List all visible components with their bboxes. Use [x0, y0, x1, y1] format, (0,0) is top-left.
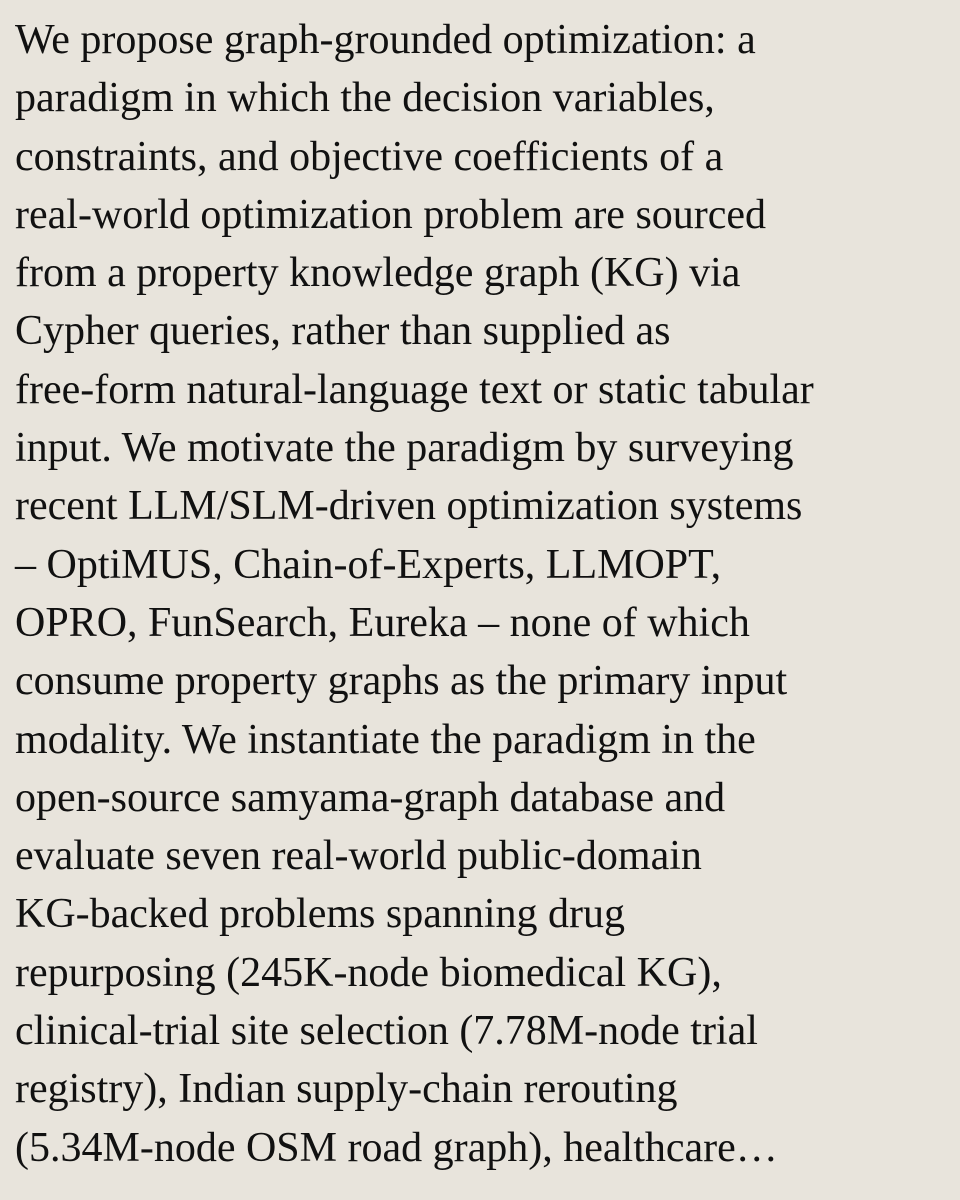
text-line: repurposing (245K-node biomedical KG),	[15, 949, 722, 996]
text-line: clinical-trial site selection (7.78M-node trial	[15, 1008, 758, 1055]
text-line: registry), Indian supply-chain rerouting	[15, 1066, 678, 1113]
text-line: real-world optimization problem are sourced	[15, 191, 767, 238]
text-line: OPRO, FunSearch, Eureka – none of which	[15, 599, 750, 646]
abstract-text	[15, 11, 960, 1177]
text-line: consume property graphs as the primary input	[15, 658, 788, 705]
text-line: from a property knowledge graph (KG) via	[15, 250, 741, 297]
text-line: We propose graph-grounded optimization: a	[15, 17, 756, 63]
text-line: KG-backed problems spanning drug	[15, 891, 626, 938]
text-line: modality. We instantiate the paradigm in the	[15, 716, 756, 763]
text-line: recent LLM/SLM-driven optimization systems	[15, 483, 803, 530]
text-line: open-source samyama-graph database and	[15, 774, 726, 821]
text-line: free-form natural-language text or static tabular	[15, 366, 814, 413]
text-line: (5.34M-node OSM road graph), healthcare…	[15, 1124, 778, 1171]
text-line: Cypher queries, rather than supplied as	[15, 308, 671, 355]
text-line: paradigm in which the decision variables,	[15, 75, 715, 122]
text-line: input. We motivate the paradigm by surveying	[15, 425, 794, 472]
text-line: evaluate seven real-world public-domain	[15, 833, 702, 880]
text-line: – OptiMUS, Chain-of-Experts, LLMOPT,	[15, 541, 722, 588]
text-line: constraints, and objective coefficients of a	[15, 133, 724, 180]
